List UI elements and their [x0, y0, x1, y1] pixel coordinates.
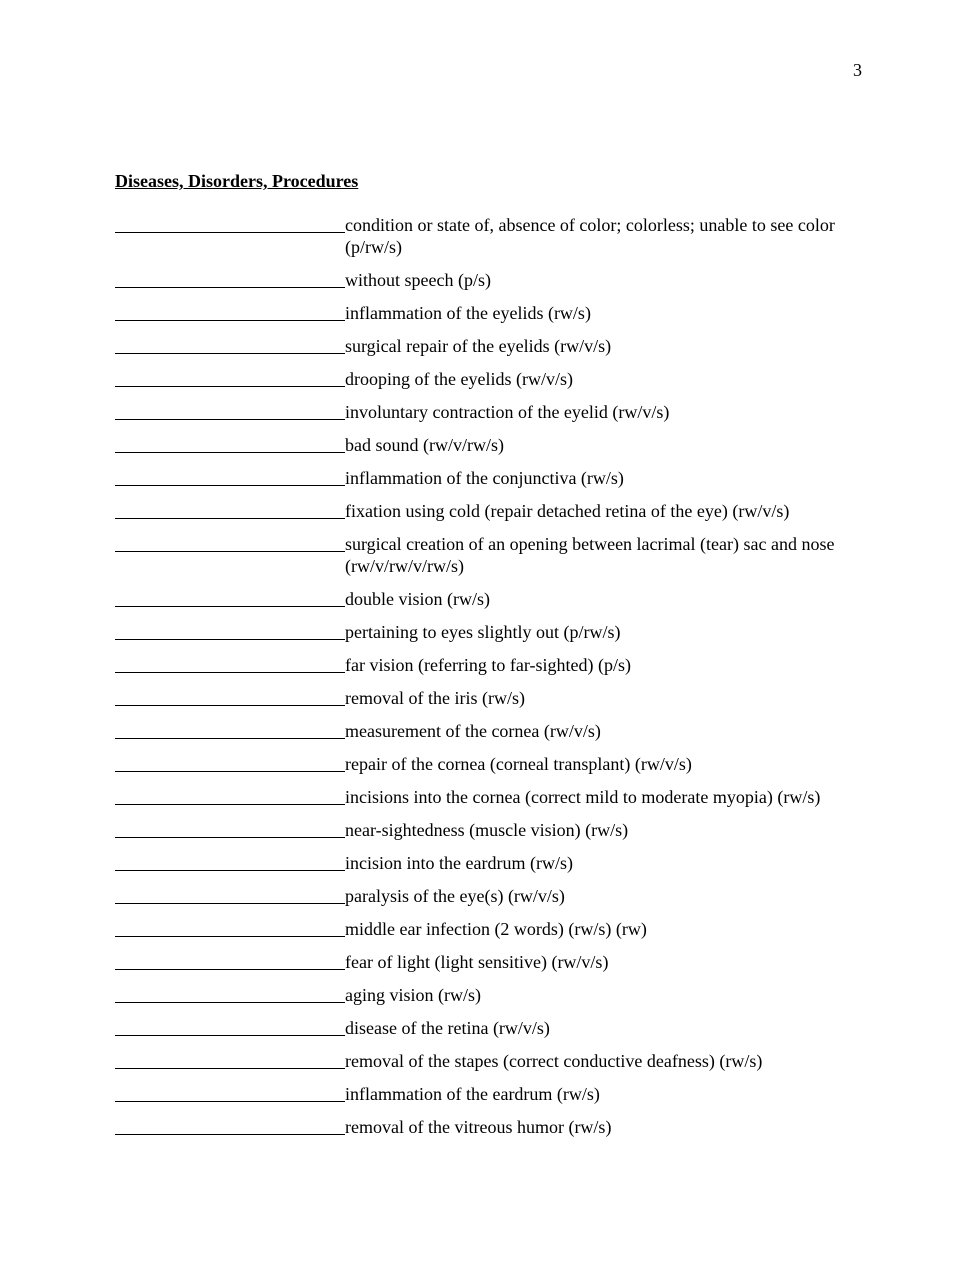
- answer-blank[interactable]: [115, 819, 345, 841]
- definition-text: inflammation of the conjunctiva (rw/s): [345, 468, 624, 488]
- answer-blank[interactable]: [115, 467, 345, 489]
- page-number: 3: [853, 60, 862, 80]
- answer-blank[interactable]: [115, 214, 345, 236]
- list-item: [115, 1017, 875, 1039]
- definition-text: paralysis of the eye(s) (rw/v/s): [345, 886, 565, 906]
- term-list: [115, 214, 875, 1149]
- list-item: [115, 720, 875, 742]
- list-item: [115, 401, 875, 423]
- answer-blank[interactable]: [115, 1017, 345, 1039]
- answer-blank[interactable]: [115, 368, 345, 390]
- definition-text: removal of the vitreous humor (rw/s): [345, 1117, 612, 1137]
- definition-text: measurement of the cornea (rw/v/s): [345, 721, 601, 741]
- list-item: [115, 533, 875, 577]
- list-item: [115, 819, 875, 841]
- list-item: [115, 335, 875, 357]
- list-item: [115, 500, 875, 522]
- answer-blank[interactable]: [115, 720, 345, 742]
- answer-blank[interactable]: [115, 401, 345, 423]
- definition-text: incision into the eardrum (rw/s): [345, 853, 573, 873]
- definition-text: involuntary contraction of the eyelid (rw/v/s): [345, 402, 670, 422]
- answer-blank[interactable]: [115, 621, 345, 643]
- list-item: [115, 467, 875, 489]
- answer-blank[interactable]: [115, 951, 345, 973]
- definition-text: surgical creation of an opening between lacrimal (tear) sac and nose (rw/v/rw/v/rw/s): [345, 534, 835, 576]
- answer-blank[interactable]: [115, 1116, 345, 1138]
- definition-text: inflammation of the eyelids (rw/s): [345, 303, 591, 323]
- list-item: [115, 951, 875, 973]
- answer-blank[interactable]: [115, 1050, 345, 1072]
- definition-text: drooping of the eyelids (rw/v/s): [345, 369, 573, 389]
- definition-text: bad sound (rw/v/rw/s): [345, 435, 504, 455]
- list-item: [115, 885, 875, 907]
- answer-blank[interactable]: [115, 918, 345, 940]
- definition-text: fear of light (light sensitive) (rw/v/s): [345, 952, 609, 972]
- list-item: [115, 434, 875, 456]
- list-item: [115, 368, 875, 390]
- list-item: [115, 984, 875, 1006]
- definition-text: inflammation of the eardrum (rw/s): [345, 1084, 600, 1104]
- list-item: [115, 852, 875, 874]
- list-item: [115, 918, 875, 940]
- answer-blank[interactable]: [115, 687, 345, 709]
- definition-text: removal of the iris (rw/s): [345, 688, 525, 708]
- definition-text: condition or state of, absence of color; colorless; unable to see color (p/rw/s): [345, 215, 835, 257]
- list-item: [115, 654, 875, 676]
- list-item: [115, 302, 875, 324]
- answer-blank[interactable]: [115, 786, 345, 808]
- list-item: [115, 1083, 875, 1105]
- definition-text: disease of the retina (rw/v/s): [345, 1018, 550, 1038]
- list-item: [115, 588, 875, 610]
- list-item: [115, 214, 875, 258]
- definition-text: middle ear infection (2 words) (rw/s) (rw): [345, 919, 647, 939]
- definition-text: repair of the cornea (corneal transplant) (rw/v/s): [345, 754, 692, 774]
- definition-text: incisions into the cornea (correct mild to moderate myopia) (rw/s): [345, 787, 821, 807]
- answer-blank[interactable]: [115, 984, 345, 1006]
- definition-text: double vision (rw/s): [345, 589, 490, 609]
- definition-text: surgical repair of the eyelids (rw/v/s): [345, 336, 612, 356]
- answer-blank[interactable]: [115, 885, 345, 907]
- answer-blank[interactable]: [115, 335, 345, 357]
- definition-text: near-sightedness (muscle vision) (rw/s): [345, 820, 629, 840]
- list-item: [115, 1116, 875, 1138]
- definition-text: removal of the stapes (correct conductive deafness) (rw/s): [345, 1051, 763, 1071]
- definition-text: without speech (p/s): [345, 270, 491, 290]
- answer-blank[interactable]: [115, 302, 345, 324]
- answer-blank[interactable]: [115, 1083, 345, 1105]
- definition-text: fixation using cold (repair detached retina of the eye) (rw/v/s): [345, 501, 790, 521]
- list-item: [115, 753, 875, 775]
- answer-blank[interactable]: [115, 852, 345, 874]
- definition-text: aging vision (rw/s): [345, 985, 481, 1005]
- section-heading: Diseases, Disorders, Procedures: [115, 171, 359, 191]
- answer-blank[interactable]: [115, 500, 345, 522]
- list-item: [115, 1050, 875, 1072]
- list-item: [115, 786, 875, 808]
- definition-text: pertaining to eyes slightly out (p/rw/s): [345, 622, 621, 642]
- answer-blank[interactable]: [115, 434, 345, 456]
- list-item: [115, 269, 875, 291]
- list-item: [115, 687, 875, 709]
- definition-text: far vision (referring to far-sighted) (p/s): [345, 655, 632, 675]
- answer-blank[interactable]: [115, 654, 345, 676]
- answer-blank[interactable]: [115, 533, 345, 555]
- answer-blank[interactable]: [115, 269, 345, 291]
- answer-blank[interactable]: [115, 588, 345, 610]
- list-item: [115, 621, 875, 643]
- answer-blank[interactable]: [115, 753, 345, 775]
